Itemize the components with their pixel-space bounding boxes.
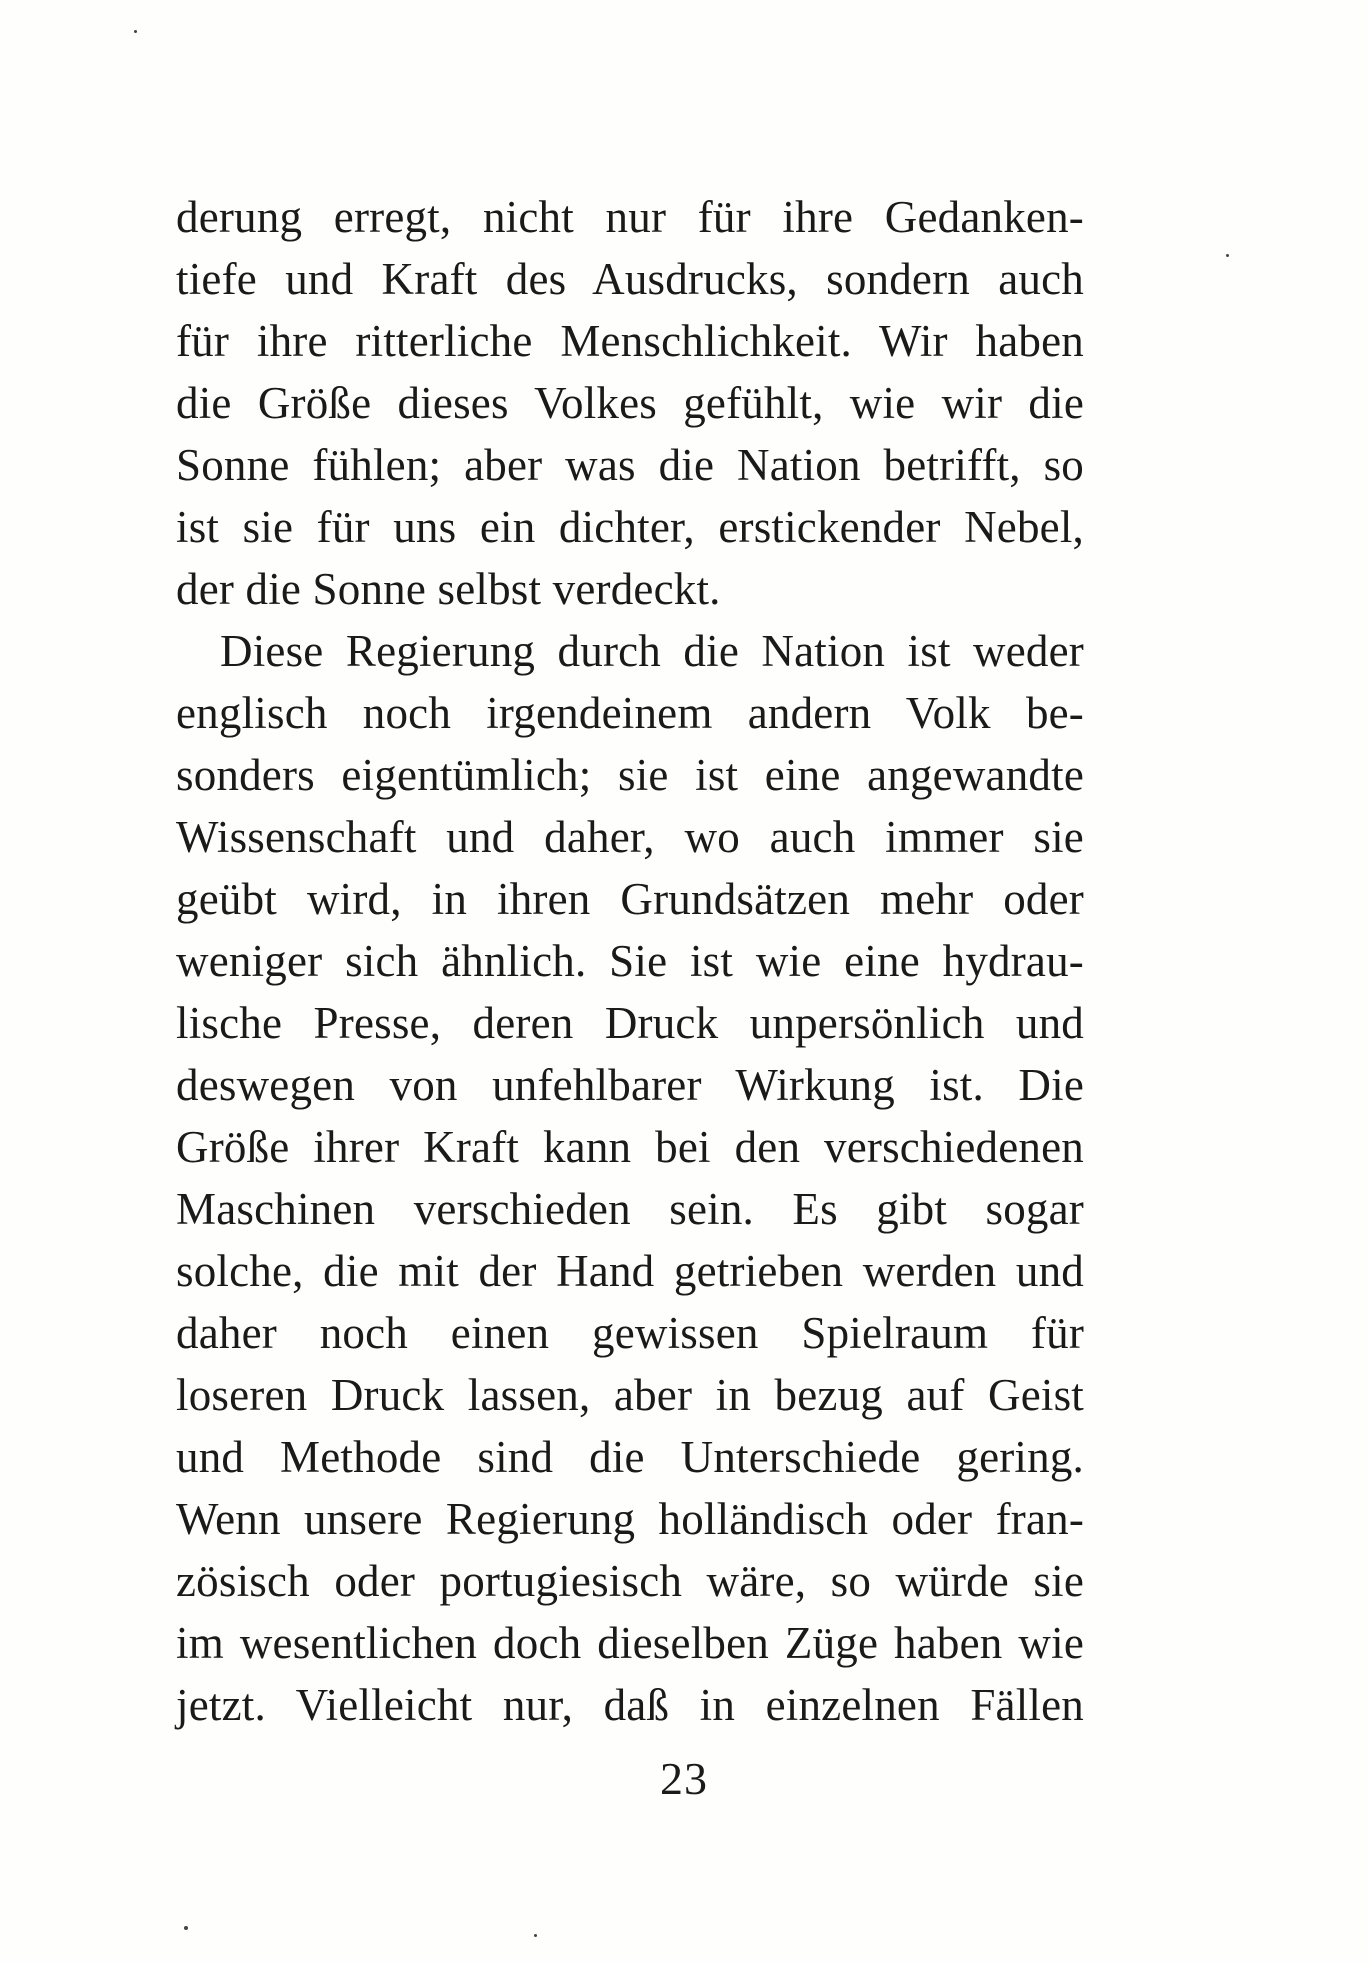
- page-number: 23: [660, 1753, 708, 1804]
- scan-speck: [184, 1926, 188, 1930]
- text-line: ist sie für uns ein dichter, erstickender Nebel,: [176, 502, 1084, 552]
- body-text: [176, 186, 1084, 1736]
- text-line: weniger sich ähnlich. Sie ist wie eine hydrau-: [176, 936, 1084, 986]
- text-line: lische Presse, deren Druck unpersönlich und: [176, 998, 1084, 1048]
- text-line: deswegen von unfehlbarer Wirkung ist. Die: [176, 1060, 1084, 1110]
- text-line: der die Sonne selbst verdeckt.: [176, 564, 721, 614]
- text-line: jetzt. Vielleicht nur, daß in einzelnen Fällen: [176, 1680, 1084, 1730]
- scan-speck: [134, 30, 137, 33]
- text-line: tiefe und Kraft des Ausdrucks, sondern auch: [176, 254, 1084, 304]
- text-line: und Methode sind die Unterschiede gering.: [176, 1432, 1084, 1482]
- scan-speck: [1226, 254, 1229, 257]
- text-line: für ihre ritterliche Menschlichkeit. Wir haben: [176, 316, 1084, 366]
- text-line: derung erregt, nicht nur für ihre Gedanken-: [176, 192, 1084, 242]
- text-line: Wissenschaft und daher, wo auch immer sie: [176, 812, 1084, 862]
- text-line: die Größe dieses Volkes gefühlt, wie wir die: [176, 378, 1084, 428]
- text-line: geübt wird, in ihren Grundsätzen mehr oder: [176, 874, 1084, 924]
- scan-speck: [534, 1934, 537, 1937]
- text-line: Größe ihrer Kraft kann bei den verschiedenen: [176, 1122, 1084, 1172]
- text-line: im wesentlichen doch dieselben Züge haben wie: [176, 1618, 1084, 1668]
- text-line: daher noch einen gewissen Spielraum für: [176, 1308, 1084, 1358]
- text-line: Wenn unsere Regierung holländisch oder fran-: [176, 1494, 1084, 1544]
- text-line: Diese Regierung durch die Nation ist weder: [220, 626, 1084, 676]
- text-line: Sonne fühlen; aber was die Nation betrifft, so: [176, 440, 1084, 490]
- text-line: solche, die mit der Hand getrieben werden und: [176, 1246, 1084, 1296]
- text-line: Maschinen verschieden sein. Es gibt sogar: [176, 1184, 1084, 1234]
- text-line: sonders eigentümlich; sie ist eine angewandte: [176, 750, 1084, 800]
- text-line: loseren Druck lassen, aber in bezug auf Geist: [176, 1370, 1084, 1420]
- text-line: zösisch oder portugiesisch wäre, so würde sie: [176, 1556, 1084, 1606]
- text-line: englisch noch irgendeinem andern Volk be-: [176, 688, 1084, 738]
